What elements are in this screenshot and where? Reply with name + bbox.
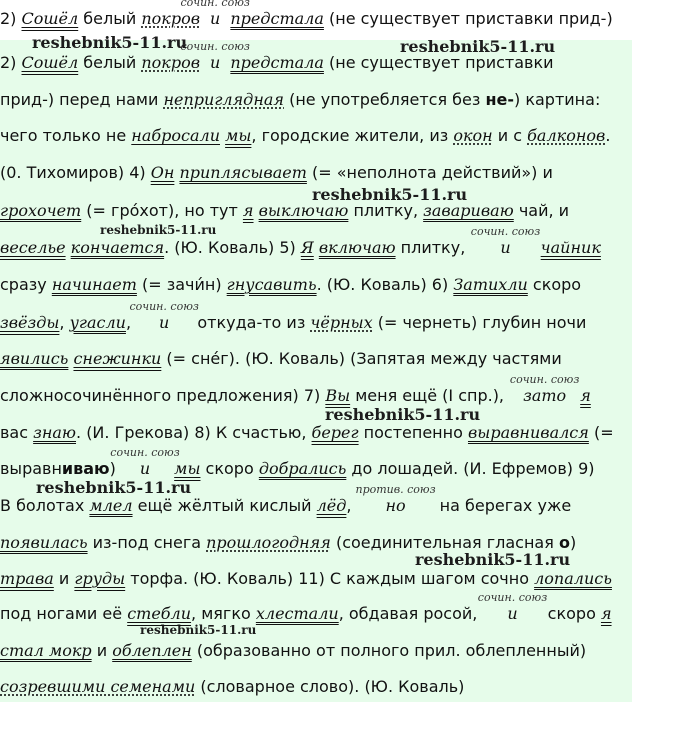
watermark: reshebnik5-11.ru xyxy=(36,478,192,497)
conjunction xyxy=(470,225,541,259)
text-line xyxy=(0,676,464,698)
subject: Сошёл xyxy=(21,9,79,28)
text-line xyxy=(0,89,600,111)
predicate: гнусавить xyxy=(226,275,317,294)
text: и с xyxy=(492,126,528,145)
predicate: хлестали xyxy=(255,604,339,623)
text: (0. Тихомиров) 4) xyxy=(0,163,151,182)
conjunction-word: и xyxy=(139,459,151,478)
text: до лошадей. (И. Ефремов) 9) xyxy=(346,459,595,478)
text: (= зачи́н) xyxy=(136,275,227,294)
text: . xyxy=(605,126,611,145)
subject: чайник xyxy=(540,238,601,257)
text-line xyxy=(0,162,553,184)
noun-phrase: покров xyxy=(141,9,201,28)
watermark: reshebnik5-11.ru xyxy=(312,185,468,204)
predicate: начинает xyxy=(51,275,137,294)
text: , xyxy=(125,313,132,332)
text: скоро xyxy=(527,275,582,294)
watermark: reshebnik5-11.ru xyxy=(32,33,188,52)
text: (не употребляется без xyxy=(284,90,486,109)
text: (= xyxy=(588,423,614,442)
conjunction-note: против. союз xyxy=(355,483,436,496)
text: (словарное слово). (Ю. Коваль) xyxy=(195,677,465,696)
conjunction xyxy=(180,40,250,74)
object: окон xyxy=(453,126,493,145)
predicate: грохочет xyxy=(0,201,82,220)
text: чай, и xyxy=(513,201,570,220)
watermark: reshebnik5-11.ru xyxy=(140,623,257,637)
watermark: reshebnik5-11.ru xyxy=(400,37,556,56)
predicate: Затихли xyxy=(453,275,528,294)
conjunction xyxy=(477,591,548,625)
text: скоро xyxy=(547,604,601,623)
conjunction-word: и xyxy=(210,9,221,28)
object: созревшими семенами xyxy=(0,677,196,696)
text: . (И. Грекова) 8) К счастью, xyxy=(76,423,312,442)
text: ещё жёлтый кислый xyxy=(132,496,317,515)
predicate: набросали xyxy=(131,126,220,145)
text: (= гро́хот), но тут xyxy=(81,201,243,220)
subject: я xyxy=(242,201,254,220)
text: , xyxy=(346,496,352,515)
text-line xyxy=(0,640,586,662)
subject: мы xyxy=(174,459,201,478)
predicate: включаю xyxy=(318,238,396,257)
predicate: знаю xyxy=(33,423,77,442)
conjunction-note: сочин. союз xyxy=(509,373,580,386)
text-line xyxy=(0,125,610,147)
conjunction-note: сочин. союз xyxy=(180,40,250,53)
subject: лёд xyxy=(316,496,347,515)
text: , обдавая росой, xyxy=(338,604,478,623)
text: и xyxy=(53,569,75,588)
conjunction-note: сочин. союз xyxy=(470,225,541,238)
subject: я xyxy=(580,386,591,405)
text: В болотах xyxy=(0,496,90,515)
conjunction-word: и xyxy=(159,313,170,332)
conjunction xyxy=(180,0,250,30)
text: (соединительная гласная xyxy=(330,533,559,552)
conjunction-word: но xyxy=(385,496,406,515)
conjunction-word: и xyxy=(210,53,221,72)
conjunction-word: и xyxy=(500,238,511,257)
predicate: добрались xyxy=(258,459,347,478)
text-line xyxy=(0,532,576,554)
suffix-bold: иваю xyxy=(61,459,110,478)
text: плитку, xyxy=(395,238,471,257)
text-line xyxy=(0,591,612,625)
text: откуда-то из xyxy=(197,313,311,332)
text: , xyxy=(59,313,70,332)
object: балконов xyxy=(527,126,606,145)
text: чего только не xyxy=(0,126,132,145)
text: (= «неполнота действий») и xyxy=(306,163,553,182)
predicate: кончается xyxy=(70,238,165,257)
text: из-под снега xyxy=(87,533,207,552)
text-line xyxy=(0,300,587,334)
text: ) xyxy=(109,459,116,478)
text: (= чернеть) глубин ночи xyxy=(372,313,587,332)
conjunction xyxy=(509,373,580,407)
text: под ногами её xyxy=(0,604,128,623)
text-line xyxy=(0,200,569,222)
predicate: завариваю xyxy=(423,201,514,220)
conjunction xyxy=(110,446,180,480)
subject: я xyxy=(600,604,612,623)
conjunction xyxy=(351,483,439,517)
predicate: явились xyxy=(0,349,69,368)
subject: берег xyxy=(311,423,359,442)
text: и xyxy=(91,641,113,660)
text: (не существует приставки xyxy=(323,53,554,72)
text: . (Ю. Коваль) 6) xyxy=(316,275,454,294)
text: 2) xyxy=(0,9,22,28)
predicate: угасли xyxy=(69,313,126,332)
text: вас xyxy=(0,423,34,442)
text-line xyxy=(0,373,591,407)
conjunction-word: и xyxy=(507,604,518,623)
predicate: стал мокр xyxy=(0,641,92,660)
text-line xyxy=(0,446,595,480)
modifier: чёрных xyxy=(310,313,373,332)
conjunction-note: сочин. союз xyxy=(180,0,250,9)
text: ) xyxy=(569,533,577,552)
conjunction-note: сочин. союз xyxy=(477,591,548,604)
subject: веселье xyxy=(0,238,66,257)
subject: снежинки xyxy=(73,349,162,368)
text: скоро xyxy=(200,459,259,478)
conjunction-word: зато xyxy=(523,386,567,405)
predicate: приплясывает xyxy=(179,163,307,182)
text: на берегах уже xyxy=(439,496,572,515)
subject: Сошёл xyxy=(21,53,79,72)
text: (= сне́г). (Ю. Коваль) (Запятая между частями xyxy=(161,349,562,368)
text: (не существует приставки прид-) xyxy=(323,9,613,28)
watermark: reshebnik5-11.ru xyxy=(415,550,571,569)
text: сразу xyxy=(0,275,52,294)
watermark: reshebnik5-11.ru xyxy=(325,405,481,424)
subject: звёзды xyxy=(0,313,60,332)
noun-phrase: покров xyxy=(141,53,201,72)
predicate: облеплен xyxy=(112,641,192,660)
subject: Он xyxy=(150,163,175,182)
text: плитку, xyxy=(348,201,424,220)
subject: стебли xyxy=(127,604,192,623)
subject: Я xyxy=(300,238,314,257)
prefix-bold: не- xyxy=(485,90,514,109)
text: торфа. (Ю. Коваль) 11) С каждым шагом сочно xyxy=(125,569,535,588)
text: , городские жители, из xyxy=(251,126,454,145)
modifier: неприглядная xyxy=(163,90,284,109)
text-line xyxy=(0,0,613,30)
text: 2) xyxy=(0,53,22,72)
text: сложносочинённого предложения) 7) xyxy=(0,386,326,405)
text: прид-) перед нами xyxy=(0,90,164,109)
text: выравн xyxy=(0,459,62,478)
conjunction-note: сочин. союз xyxy=(129,300,199,313)
conjunction-note: сочин. союз xyxy=(110,446,180,459)
conjunction xyxy=(129,300,199,334)
predicate: предстала xyxy=(230,9,324,28)
predicate: появилась xyxy=(0,533,88,552)
predicate: выравнивался xyxy=(467,423,589,442)
text: постепенно xyxy=(358,423,468,442)
subject: мы xyxy=(225,126,252,145)
text: белый xyxy=(78,53,142,72)
text: (образованно от полного прил. облепленный) xyxy=(191,641,587,660)
text: , мягко xyxy=(191,604,256,623)
subject: Вы xyxy=(325,386,351,405)
text-line xyxy=(0,422,614,444)
text: . (Ю. Коваль) 5) xyxy=(164,238,301,257)
vowel-bold: о xyxy=(558,533,570,552)
text: меня ещё (I спр.), xyxy=(350,386,510,405)
text: ) картина: xyxy=(514,90,601,109)
watermark: reshebnik5-11.ru xyxy=(100,223,217,237)
text: белый xyxy=(78,9,142,28)
modifier: прошлогодняя xyxy=(206,533,331,552)
predicate: лопались xyxy=(534,569,612,588)
text-line xyxy=(0,348,562,370)
subject: груды xyxy=(74,569,126,588)
predicate: млел xyxy=(89,496,133,515)
subject: трава xyxy=(0,569,54,588)
predicate: предстала xyxy=(230,53,324,72)
text-line xyxy=(0,274,581,296)
predicate: выключаю xyxy=(258,201,349,220)
